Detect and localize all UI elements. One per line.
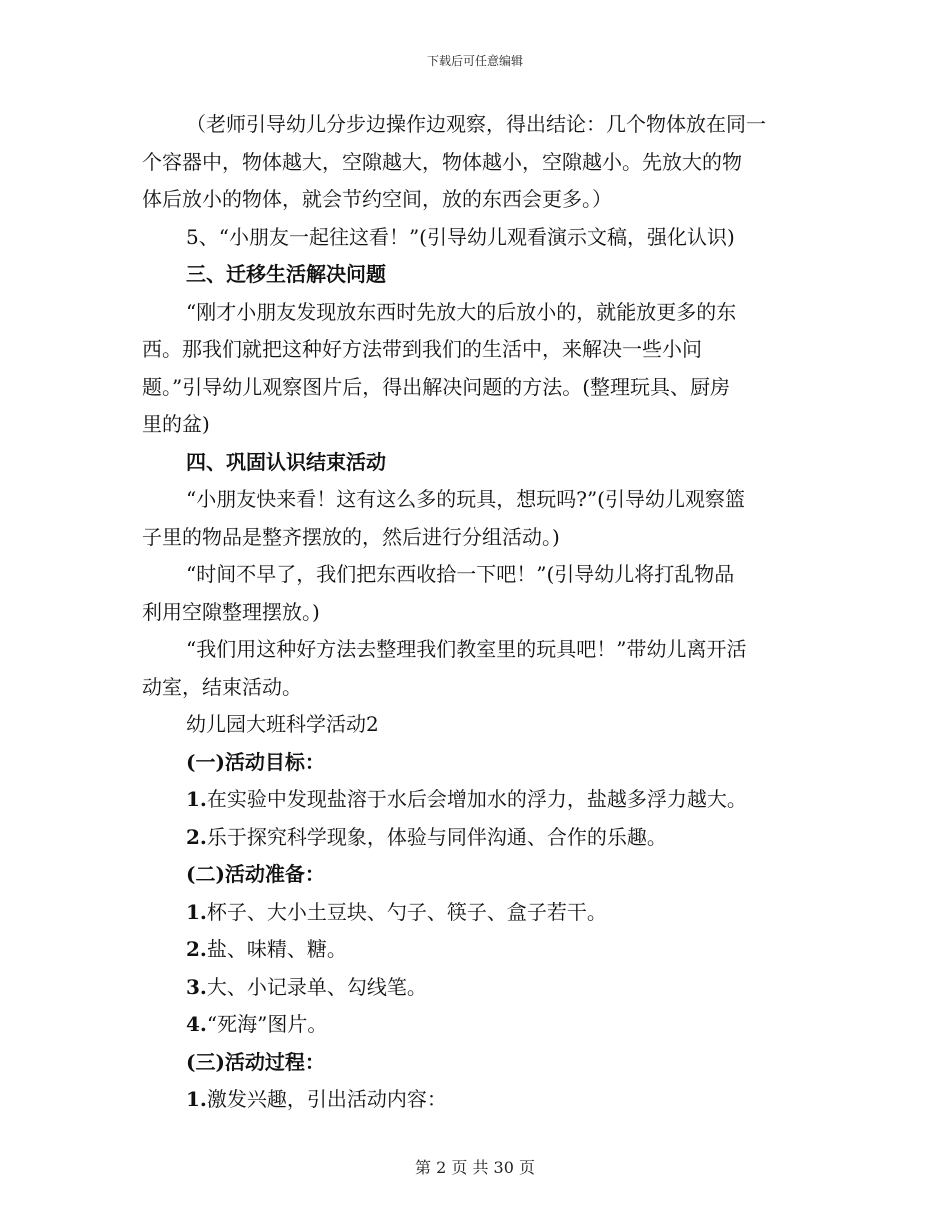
list-item-text: 乐于探究科学现象，体验与同伴沟通、合作的乐趣。 <box>206 824 667 849</box>
paragraph-line: “小朋友快来看！这有这么多的玩具，想玩吗?”(引导幼儿观察篮 <box>186 487 745 511</box>
page-footer: 第 2 页 共 30 页 <box>415 1158 535 1177</box>
list-number: 1. <box>186 899 207 924</box>
list-item <box>142 969 812 1007</box>
paragraph-line: 里的盆) <box>142 412 210 436</box>
subsection-heading: (二)活动准备： <box>186 862 325 886</box>
list-number: 2. <box>186 824 207 849</box>
list-item <box>142 931 812 969</box>
paragraph-line: （老师引导幼儿分步边操作边观察，得出结论：几个物体放在同一 <box>186 112 766 136</box>
list-item <box>142 819 812 857</box>
list-item-text: 激发兴趣，引出活动内容： <box>206 1087 447 1111</box>
list-number: 2. <box>186 937 207 961</box>
list-item-text: “死海”图片。 <box>206 1012 328 1036</box>
list-number: 4. <box>186 1012 207 1036</box>
list-item-text: 盐、味精、糖。 <box>206 937 347 961</box>
paragraph-line: 西。那我们就把这种好方法带到我们的生活中，来解决一些小问 <box>142 337 702 361</box>
paragraph-line: 利用空隙整理摆放。) <box>142 599 320 624</box>
section-heading: 四、巩固认识结束活动 <box>186 449 386 474</box>
list-item-text: 在实验中发现盐溶于水后会增加水的浮力，盐越多浮力越大。 <box>206 787 747 811</box>
list-item-text: 大、小记录单、勾线笔。 <box>206 974 427 999</box>
list-number: 1. <box>186 787 207 811</box>
list-item <box>142 1081 812 1119</box>
list-item-text: 杯子、大小土豆块、勺子、筷子、盒子若干。 <box>206 899 607 924</box>
paragraph-line: 个容器中，物体越大，空隙越大，物体越小，空隙越小。先放大的物 <box>142 149 742 174</box>
section-heading: 三、迁移生活解决问题 <box>186 262 386 286</box>
list-item <box>142 1006 812 1044</box>
paragraph-line: 子里的物品是整齐摆放的，然后进行分组活动。) <box>142 524 560 549</box>
document-body <box>142 106 812 1119</box>
section-title: 幼儿园大班科学活动2 <box>186 712 379 736</box>
page-header: 下载后可任意编辑 <box>426 54 523 68</box>
paragraph-line: 体后放小的物体，就会节约空间，放的东西会更多。） <box>142 187 612 211</box>
paragraph-line: 5、“小朋友一起往这看！”(引导幼儿观看演示文稿，强化认识) <box>186 224 735 249</box>
subsection-heading: (一)活动目标： <box>186 749 325 774</box>
paragraph-line: “刚才小朋友发现放东西时先放大的后放小的，就能放更多的东 <box>186 299 737 324</box>
paragraph-line: “时间不早了，我们把东西收拾一下吧！”(引导幼儿将打乱物品 <box>186 562 735 586</box>
list-item <box>142 894 812 932</box>
paragraph-line: “我们用这种好方法去整理我们教室里的玩具吧！”带幼儿离开活 <box>186 637 747 661</box>
paragraph-line: 题。”引导幼儿观察图片后，得出解决问题的方法。(整理玩具、厨房 <box>142 374 731 399</box>
list-number: 3. <box>186 974 207 999</box>
subsection-heading: (三)活动过程： <box>186 1049 325 1074</box>
list-item <box>142 781 812 819</box>
paragraph-line: 动室，结束活动。 <box>142 674 302 699</box>
list-number: 1. <box>186 1087 207 1111</box>
